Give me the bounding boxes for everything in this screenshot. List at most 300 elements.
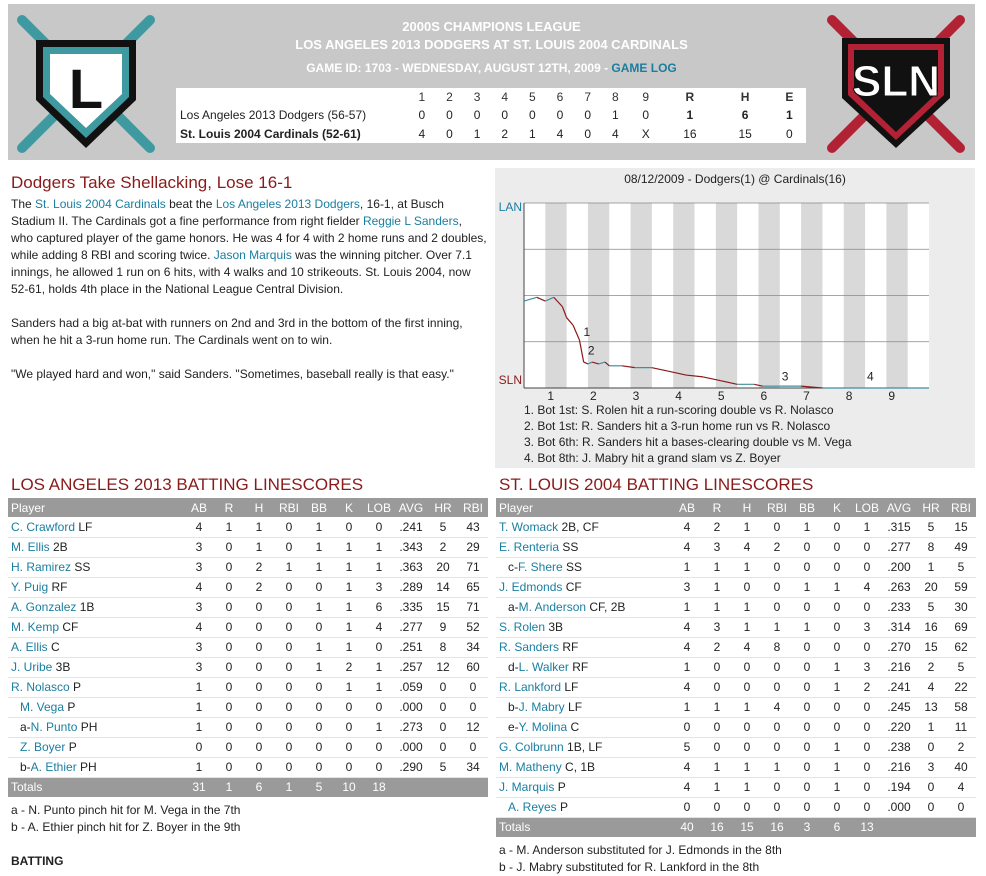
stat-cell: 0 bbox=[852, 797, 882, 817]
table-row bbox=[496, 597, 976, 617]
stat-cell: .245 bbox=[882, 697, 916, 717]
table-row bbox=[8, 557, 488, 577]
stat-cell: 0 bbox=[274, 597, 304, 617]
win-probability-panel bbox=[495, 168, 975, 468]
player-cell bbox=[496, 597, 672, 617]
stat-cell: 0 bbox=[244, 757, 274, 777]
player-link[interactable]: N. Punto bbox=[30, 720, 78, 734]
totals-cell bbox=[916, 817, 946, 837]
inning-header: 7 bbox=[584, 89, 591, 104]
column-header: BB bbox=[304, 498, 334, 517]
stat-cell: .277 bbox=[394, 617, 428, 637]
stat-cell: 2 bbox=[762, 537, 792, 557]
stat-cell: 5 bbox=[946, 657, 976, 677]
player-link[interactable]: J. Mabry bbox=[518, 700, 565, 714]
stat-cell: .277 bbox=[882, 537, 916, 557]
story-text: , 16-1, at Busch Stadium II. The Cardinals got a fine performance from right fielder bbox=[11, 197, 444, 228]
stat-cell: 15 bbox=[916, 637, 946, 657]
player-position: RF bbox=[559, 640, 579, 654]
stat-cell: 0 bbox=[364, 517, 394, 537]
stat-cell: 2 bbox=[702, 517, 732, 537]
stat-cell: 0 bbox=[792, 697, 822, 717]
story-headline: Dodgers Take Shellacking, Lose 16-1 bbox=[11, 173, 293, 192]
player-position: P bbox=[556, 800, 569, 814]
player-cell bbox=[8, 597, 184, 617]
story-text: The bbox=[11, 197, 36, 211]
stat-cell: 1 bbox=[702, 777, 732, 797]
column-header: K bbox=[334, 498, 364, 517]
stat-cell: 2 bbox=[428, 537, 458, 557]
player-position: CF bbox=[59, 620, 79, 634]
total-hits: 6 bbox=[741, 107, 749, 122]
inning-runs: 0 bbox=[501, 107, 509, 122]
table-row bbox=[496, 757, 976, 777]
event-marker: 4 bbox=[867, 369, 874, 384]
player-link[interactable]: A. Ethier bbox=[30, 760, 77, 774]
stat-cell: 0 bbox=[244, 677, 274, 697]
player-link[interactable]: M. Anderson bbox=[518, 600, 587, 614]
stat-cell: 3 bbox=[364, 577, 394, 597]
event-note: 1. Bot 1st: S. Rolen hit a run-scoring double vs R. Nolasco bbox=[524, 403, 834, 417]
player-cell bbox=[496, 697, 672, 717]
totals-label: Totals bbox=[8, 777, 184, 797]
stat-cell: .289 bbox=[394, 577, 428, 597]
player-link[interactable]: R. Sanders bbox=[499, 640, 560, 654]
player-position: RF bbox=[568, 660, 589, 674]
column-header: RBI bbox=[762, 498, 792, 517]
stat-cell: 0 bbox=[852, 637, 882, 657]
table-row bbox=[8, 537, 488, 557]
stat-cell: 0 bbox=[852, 777, 882, 797]
player-position: LF bbox=[564, 700, 583, 714]
stat-cell: 1 bbox=[702, 697, 732, 717]
sub-prefix: e- bbox=[508, 720, 519, 734]
totals-cell: 31 bbox=[184, 777, 214, 797]
table-row bbox=[496, 657, 976, 677]
sub-prefix: a- bbox=[508, 600, 519, 614]
stat-cell: 43 bbox=[458, 517, 488, 537]
stat-cell: 20 bbox=[916, 577, 946, 597]
rhe-header: E bbox=[785, 89, 794, 104]
player-link[interactable]: R. Lankford bbox=[499, 680, 562, 694]
player-link[interactable]: M. Matheny bbox=[499, 760, 562, 774]
column-header: AVG bbox=[394, 498, 428, 517]
player-position: 1B bbox=[76, 600, 95, 614]
stat-cell: 0 bbox=[762, 677, 792, 697]
event-marker: 3 bbox=[781, 369, 789, 384]
stat-cell: 1 bbox=[672, 697, 702, 717]
stat-cell: 0 bbox=[334, 737, 364, 757]
total-runs: 1 bbox=[686, 107, 694, 122]
stat-cell: 0 bbox=[762, 657, 792, 677]
table-row bbox=[8, 717, 488, 737]
inning-runs: 0 bbox=[584, 107, 591, 122]
stat-cell: 0 bbox=[762, 777, 792, 797]
totals-row bbox=[496, 817, 976, 837]
stat-cell: .216 bbox=[882, 757, 916, 777]
cardinals-logo bbox=[820, 10, 972, 158]
column-header: RBI bbox=[458, 498, 488, 517]
inning-header: 9 bbox=[642, 89, 650, 104]
stat-cell: 1 bbox=[792, 577, 822, 597]
player-link[interactable]: S. Rolen bbox=[499, 620, 546, 634]
table-row bbox=[8, 697, 488, 717]
stat-cell: .343 bbox=[394, 537, 428, 557]
table-row bbox=[496, 537, 976, 557]
stat-cell: 0 bbox=[732, 677, 762, 697]
inning-runs: 4 bbox=[556, 126, 564, 141]
y-top-label: LAN bbox=[498, 200, 522, 214]
stat-cell: 0 bbox=[184, 737, 214, 757]
dodgers-team-link[interactable]: Los Angeles 2013 Dodgers bbox=[215, 197, 360, 211]
stat-cell: 1 bbox=[732, 757, 762, 777]
stat-cell: 0 bbox=[792, 757, 822, 777]
stat-cell: 0 bbox=[792, 637, 822, 657]
event-note: 4. Bot 8th: J. Mabry hit a grand slam vs Z. Boyer bbox=[524, 451, 781, 465]
stat-cell: 1 bbox=[244, 517, 274, 537]
table-row bbox=[496, 697, 976, 717]
chart-title: 08/12/2009 - Dodgers(1) @ Cardinals(16) bbox=[624, 172, 846, 186]
rhe-header: H bbox=[740, 89, 750, 104]
stat-cell: 0 bbox=[274, 757, 304, 777]
stat-cell: 20 bbox=[428, 557, 458, 577]
stat-cell: 0 bbox=[458, 697, 488, 717]
x-tick-label: 7 bbox=[803, 389, 810, 403]
totals-cell bbox=[946, 817, 976, 837]
stat-cell: 2 bbox=[244, 557, 274, 577]
stat-cell: 0 bbox=[946, 797, 976, 817]
player-position: 2B, CF bbox=[558, 519, 599, 534]
stat-cell: 2 bbox=[946, 737, 976, 757]
stat-cell: 3 bbox=[702, 617, 732, 637]
stat-cell: 0 bbox=[214, 577, 244, 597]
stat-cell: 1 bbox=[364, 677, 394, 697]
player-link[interactable]: Y. Puig bbox=[11, 580, 49, 594]
inning-runs: 0 bbox=[642, 107, 650, 122]
stat-cell: 0 bbox=[214, 737, 244, 757]
column-header: H bbox=[244, 498, 274, 517]
stat-cell: 4 bbox=[184, 617, 214, 637]
column-header: RBI bbox=[946, 498, 976, 517]
stat-cell: 0 bbox=[274, 717, 304, 737]
story-text: was the winning pitcher. Over 7.1 innings, he allowed 1 run on 6 hits, with 4 walks and 10 strikeouts. St. Louis 2004, now 52-61, holds 4th place in the National League Central Division. bbox=[11, 248, 472, 296]
stat-cell: 1 bbox=[822, 757, 852, 777]
player-position: C bbox=[567, 720, 580, 734]
game-log-link[interactable]: GAME LOG bbox=[611, 61, 677, 75]
stat-cell: 0 bbox=[214, 617, 244, 637]
player-link[interactable]: J. Marquis bbox=[499, 780, 555, 794]
player-position: SS bbox=[562, 560, 583, 574]
player-position: P bbox=[64, 700, 76, 714]
stat-cell: 0 bbox=[822, 617, 852, 637]
stat-cell: 4 bbox=[672, 517, 702, 537]
player-position: PH bbox=[77, 720, 98, 734]
stat-cell: 65 bbox=[458, 577, 488, 597]
stat-cell: 1 bbox=[732, 777, 762, 797]
stat-cell: 4 bbox=[184, 517, 214, 537]
stat-cell: 1 bbox=[672, 597, 702, 617]
total-runs: 16 bbox=[683, 126, 697, 141]
game-story bbox=[11, 196, 487, 400]
stat-cell: 4 bbox=[672, 777, 702, 797]
totals-cell: 16 bbox=[762, 817, 792, 837]
stat-cell: 0 bbox=[214, 637, 244, 657]
stat-cell: 4 bbox=[916, 677, 946, 697]
player-position: P bbox=[554, 780, 566, 794]
column-header: BB bbox=[792, 498, 822, 517]
totals-cell bbox=[428, 777, 458, 797]
totals-cell bbox=[394, 777, 428, 797]
stat-cell: 1 bbox=[732, 557, 762, 577]
stat-cell: 0 bbox=[762, 797, 792, 817]
game-header bbox=[8, 4, 975, 160]
stat-cell: 22 bbox=[946, 677, 976, 697]
linescore-team: Los Angeles 2013 Dodgers (56-57) bbox=[180, 107, 367, 122]
stat-cell: 0 bbox=[304, 717, 334, 737]
stat-cell: 0 bbox=[822, 517, 852, 537]
event-note: 2. Bot 1st: R. Sanders hit a 3-run home run vs R. Nolasco bbox=[524, 419, 831, 433]
stat-cell: 4 bbox=[672, 757, 702, 777]
stat-cell: 1 bbox=[184, 677, 214, 697]
away-batting-table bbox=[8, 498, 488, 797]
stat-cell: 1 bbox=[672, 657, 702, 677]
table-row bbox=[8, 617, 488, 637]
stat-cell: 0 bbox=[702, 797, 732, 817]
stat-cell: 4 bbox=[184, 577, 214, 597]
jason-marquis-link[interactable]: Jason Marquis bbox=[213, 248, 292, 262]
player-link[interactable]: Y. Molina bbox=[518, 720, 568, 734]
player-position: SS bbox=[71, 560, 91, 574]
inning-runs: 0 bbox=[446, 126, 453, 141]
stat-cell: 0 bbox=[304, 577, 334, 597]
stat-cell: 0 bbox=[428, 677, 458, 697]
stat-cell: 15 bbox=[428, 597, 458, 617]
stat-cell: 0 bbox=[916, 737, 946, 757]
stat-cell: 0 bbox=[672, 797, 702, 817]
stat-cell: 0 bbox=[702, 717, 732, 737]
player-cell bbox=[496, 537, 672, 557]
player-link[interactable]: M. Vega bbox=[20, 700, 65, 714]
stat-cell: 0 bbox=[762, 717, 792, 737]
stat-cell: 3 bbox=[672, 577, 702, 597]
stat-cell: 0 bbox=[852, 697, 882, 717]
player-position: 3B bbox=[52, 660, 71, 674]
player-link[interactable]: J. Uribe bbox=[11, 660, 53, 674]
stat-cell: 0 bbox=[732, 717, 762, 737]
stat-cell: .270 bbox=[882, 637, 916, 657]
stat-cell: 1 bbox=[214, 517, 244, 537]
player-cell bbox=[496, 577, 672, 597]
inning-header: 4 bbox=[501, 89, 509, 104]
player-position: 1B, LF bbox=[563, 740, 603, 754]
stat-cell: 1 bbox=[274, 557, 304, 577]
player-cell bbox=[496, 797, 672, 817]
stat-cell: 0 bbox=[304, 697, 334, 717]
stat-cell: 2 bbox=[852, 677, 882, 697]
stat-cell: 3 bbox=[916, 757, 946, 777]
stat-cell: 0 bbox=[274, 617, 304, 637]
x-tick-label: 6 bbox=[760, 389, 768, 403]
stat-cell: 40 bbox=[946, 757, 976, 777]
player-link[interactable]: L. Walker bbox=[518, 660, 569, 674]
player-link[interactable]: A. Ellis bbox=[11, 640, 48, 654]
substitution-note: b - A. Ethier pinch hit for Z. Boyer in the 9th bbox=[11, 820, 241, 834]
stat-cell: 0 bbox=[428, 717, 458, 737]
stat-cell: 71 bbox=[458, 557, 488, 577]
stat-cell: 2 bbox=[702, 637, 732, 657]
cardinals-team-link[interactable]: St. Louis 2004 Cardinals bbox=[35, 197, 166, 211]
stat-cell: .220 bbox=[882, 717, 916, 737]
stat-cell: 3 bbox=[852, 657, 882, 677]
column-header: R bbox=[702, 498, 732, 517]
player-cell bbox=[496, 777, 672, 797]
stat-cell: 1 bbox=[732, 617, 762, 637]
stat-cell: .273 bbox=[394, 717, 428, 737]
stat-cell: 4 bbox=[672, 537, 702, 557]
stat-cell: 0 bbox=[274, 657, 304, 677]
player-link[interactable]: A. Gonzalez bbox=[11, 600, 77, 614]
x-tick-label: 3 bbox=[632, 389, 640, 403]
league-name: 2000S CHAMPIONS LEAGUE bbox=[402, 19, 581, 34]
stat-cell: 0 bbox=[244, 617, 274, 637]
player-cell bbox=[496, 557, 672, 577]
inning-linescore bbox=[176, 88, 806, 143]
column-header: AVG bbox=[882, 498, 916, 517]
stat-cell: 0 bbox=[822, 697, 852, 717]
stat-cell: 0 bbox=[822, 637, 852, 657]
table-row bbox=[8, 677, 488, 697]
stat-cell: 4 bbox=[762, 697, 792, 717]
stat-cell: .241 bbox=[394, 517, 428, 537]
player-cell bbox=[8, 757, 184, 777]
stat-cell: 69 bbox=[946, 617, 976, 637]
totals-row bbox=[8, 777, 488, 797]
stat-cell: 58 bbox=[946, 697, 976, 717]
stat-cell: 0 bbox=[304, 617, 334, 637]
stat-cell: 1 bbox=[304, 517, 334, 537]
player-link[interactable]: J. Edmonds bbox=[499, 580, 563, 594]
stat-cell: 3 bbox=[184, 597, 214, 617]
player-cell bbox=[8, 637, 184, 657]
column-header: AB bbox=[184, 498, 214, 517]
x-tick-label: 2 bbox=[589, 389, 597, 403]
player-cell bbox=[8, 657, 184, 677]
player-link[interactable]: H. Ramirez bbox=[11, 560, 72, 574]
stat-cell: .233 bbox=[882, 597, 916, 617]
stat-cell: 0 bbox=[822, 537, 852, 557]
stat-cell: 1 bbox=[732, 597, 762, 617]
batting-section-label: BATTING bbox=[11, 854, 64, 868]
stat-cell: 2 bbox=[244, 577, 274, 597]
stat-cell: 1 bbox=[334, 637, 364, 657]
player-link[interactable]: G. Colbrunn bbox=[499, 740, 564, 754]
stat-cell: 8 bbox=[428, 637, 458, 657]
inning-runs: 0 bbox=[418, 107, 426, 122]
stat-cell: 15 bbox=[946, 517, 976, 537]
stat-cell: 0 bbox=[334, 757, 364, 777]
stat-cell: 34 bbox=[458, 637, 488, 657]
stat-cell: 0 bbox=[214, 717, 244, 737]
stat-cell: 0 bbox=[244, 737, 274, 757]
stat-cell: 1 bbox=[304, 597, 334, 617]
total-hits: 15 bbox=[738, 126, 752, 141]
stat-cell: 0 bbox=[792, 657, 822, 677]
totals-cell: 16 bbox=[702, 817, 732, 837]
table-row bbox=[8, 737, 488, 757]
totals-cell: 5 bbox=[304, 777, 334, 797]
stat-cell: 0 bbox=[274, 637, 304, 657]
stat-cell: 0 bbox=[792, 537, 822, 557]
stat-cell: 71 bbox=[458, 597, 488, 617]
away-batting-notes bbox=[11, 802, 240, 836]
stat-cell: 3 bbox=[184, 657, 214, 677]
stat-cell: 1 bbox=[334, 677, 364, 697]
stat-cell: 0 bbox=[304, 737, 334, 757]
stat-cell: 0 bbox=[214, 597, 244, 617]
inning-runs: 0 bbox=[556, 107, 564, 122]
player-link[interactable]: T. Womack bbox=[499, 519, 559, 534]
player-link[interactable]: E. Renteria bbox=[499, 540, 560, 554]
player-link[interactable]: Z. Boyer bbox=[20, 740, 66, 754]
table-row bbox=[496, 557, 976, 577]
stat-cell: 2 bbox=[334, 657, 364, 677]
sub-prefix: c- bbox=[508, 560, 518, 574]
stat-cell: 5 bbox=[916, 517, 946, 537]
stat-cell: 0 bbox=[214, 757, 244, 777]
player-link[interactable]: C. Crawford bbox=[11, 519, 76, 534]
player-position: LF bbox=[561, 680, 579, 694]
sub-prefix: b- bbox=[20, 760, 31, 774]
stat-cell: 1 bbox=[364, 717, 394, 737]
totals-cell: 3 bbox=[792, 817, 822, 837]
story-text: , who captured player of the game honors. He was 4 for 4 with 2 home runs and 2 doubles, while adding 8 RBI and scoring twice. bbox=[11, 214, 487, 262]
player-cell bbox=[8, 517, 184, 537]
stat-cell: 4 bbox=[732, 637, 762, 657]
totals-cell bbox=[882, 817, 916, 837]
story-text: beat the bbox=[165, 197, 216, 211]
substitution-note: a - N. Punto pinch hit for M. Vega in the 7th bbox=[11, 803, 241, 817]
stat-cell: 0 bbox=[274, 577, 304, 597]
x-tick-label: 9 bbox=[888, 389, 896, 403]
inning-runs: 0 bbox=[473, 107, 481, 122]
linescore-team: St. Louis 2004 Cardinals (52-61) bbox=[180, 126, 361, 141]
svg-text:L: L bbox=[68, 57, 104, 120]
stat-cell: 0 bbox=[702, 737, 732, 757]
stat-cell: 1 bbox=[792, 517, 822, 537]
inning-runs: 0 bbox=[529, 107, 536, 122]
reggie-sanders-link[interactable]: Reggie L Sanders bbox=[362, 214, 459, 228]
stat-cell: 4 bbox=[946, 777, 976, 797]
stat-cell: 0 bbox=[702, 657, 732, 677]
inning-header: 1 bbox=[418, 89, 426, 104]
stat-cell: 14 bbox=[428, 577, 458, 597]
player-cell bbox=[496, 637, 672, 657]
player-link[interactable]: R. Nolasco bbox=[11, 680, 70, 694]
player-link[interactable]: M. Ellis bbox=[11, 540, 50, 554]
stat-cell: 6 bbox=[364, 597, 394, 617]
stat-cell: 8 bbox=[762, 637, 792, 657]
stat-cell: 0 bbox=[672, 717, 702, 737]
stat-cell: 0 bbox=[702, 677, 732, 697]
stat-cell: 1 bbox=[702, 757, 732, 777]
stat-cell: .000 bbox=[394, 737, 428, 757]
stat-cell: 5 bbox=[672, 737, 702, 757]
player-link[interactable]: A. Reyes bbox=[508, 800, 557, 814]
stat-cell: 4 bbox=[852, 577, 882, 597]
player-link[interactable]: F. Shere bbox=[518, 560, 563, 574]
player-link[interactable]: M. Kemp bbox=[11, 620, 60, 634]
stat-cell: 1 bbox=[304, 657, 334, 677]
